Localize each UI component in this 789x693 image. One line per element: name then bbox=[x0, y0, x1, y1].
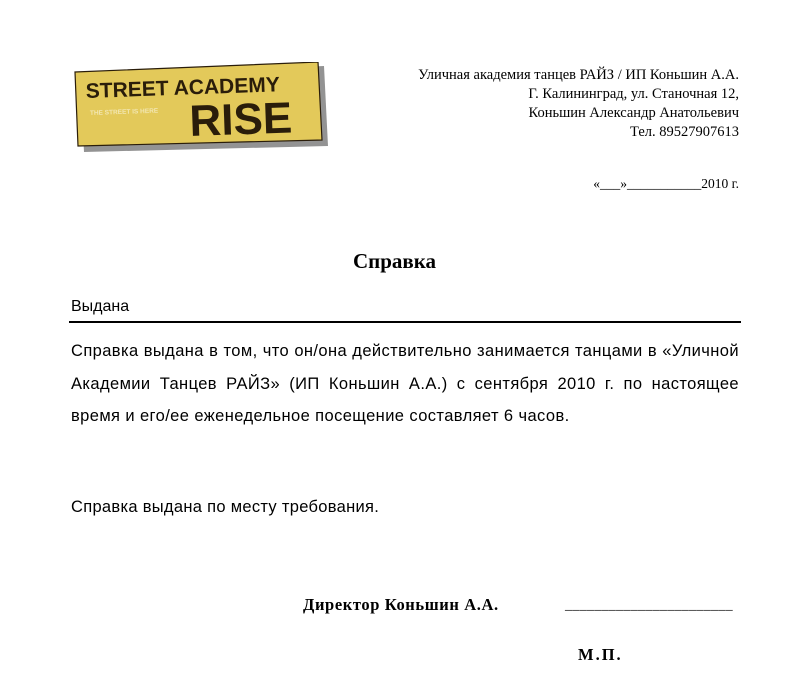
logo-line1: STREET ACADEMY bbox=[85, 73, 281, 103]
stamp-place: М.П. bbox=[578, 645, 623, 664]
logo-line2: RISE bbox=[188, 93, 293, 146]
director-name: Директор Коньшин А.А. bbox=[303, 595, 499, 614]
purpose-text: Справка выдана по месту требования. bbox=[71, 498, 380, 516]
document-title: Справка bbox=[352, 249, 437, 273]
issued-label: Выдана bbox=[71, 298, 130, 315]
header-line-address: Г. Калининград, ул. Станочная 12, bbox=[528, 86, 739, 102]
certificate-body: Справка выдана в том, что он/она действительно занимается танцами в «Уличной Академии Танцев РАЙЗ» (ИП Коньшин А.А.) с сентября 2010 г. по настоящее время и его/ее еженедельное посещение составляет 6 часов. bbox=[71, 342, 739, 425]
issued-underline bbox=[69, 321, 741, 323]
header-line-owner: Коньшин Александр Анатольевич bbox=[528, 105, 739, 121]
header-line-company: Уличная академия танцев РАЙЗ / ИП Коньшин А.А. bbox=[418, 67, 739, 83]
header-address bbox=[418, 66, 739, 142]
date-line: «___»___________2010 г. bbox=[593, 176, 739, 191]
street-academy-rise-logo bbox=[72, 62, 328, 152]
logo-tagline: THE STREET IS HERE bbox=[89, 107, 159, 117]
header-line-phone: Тел. 89527907613 bbox=[630, 124, 739, 140]
signature-line: _______________________ bbox=[565, 598, 733, 613]
